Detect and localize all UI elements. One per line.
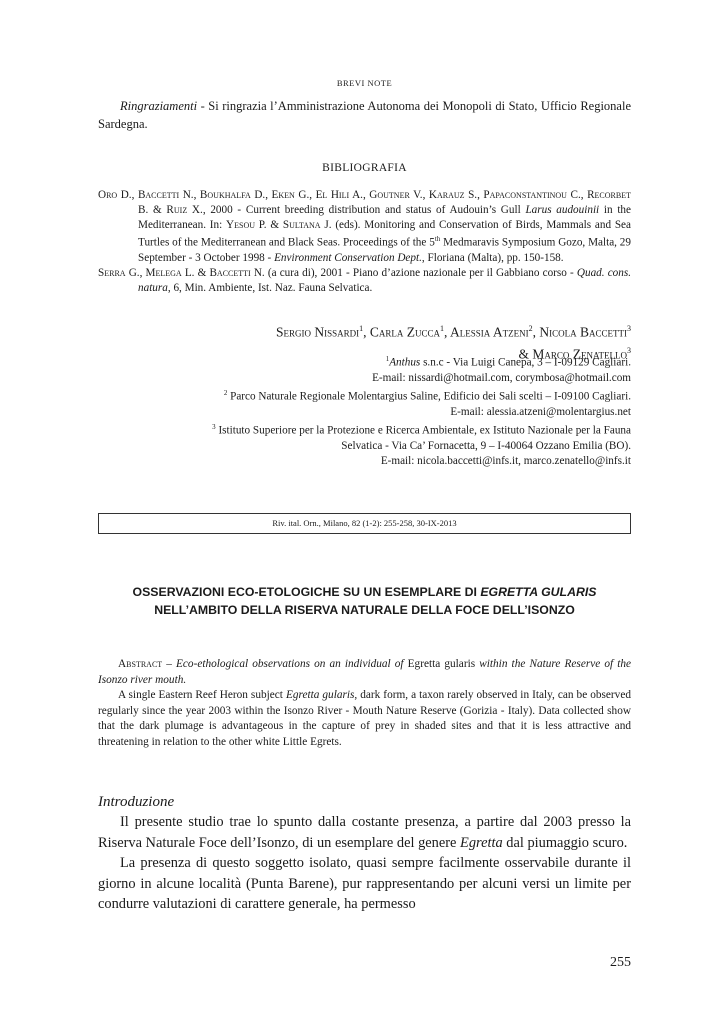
introduction-heading: Introduzione — [98, 794, 175, 810]
affiliation-mark: 2 — [223, 389, 228, 398]
reference-text: Medmaravis Symposium Gozo, Malta, 29 September - 3 October 1998 - — [138, 237, 631, 264]
acknowledgements — [98, 98, 631, 133]
author-name: Carla Zucca — [369, 324, 440, 340]
affiliation-3 — [98, 420, 631, 439]
author-line-1: Sergio Nissardi$^1$, Carla Zucca$^1$, Alessia Atzeni$^2$, Nicola Baccetti$^3$ — [275, 324, 631, 340]
article-title-line-2: NELL’AMBITO DELLA RISERVA NATURALE DELLA FOCE DELL’ISONZO — [154, 603, 575, 617]
reference-publisher: Environment Conservation Dept. — [274, 251, 422, 264]
abstract-title-paragraph — [98, 657, 631, 688]
reference-editors: Yesou P. & Sultana J. — [226, 218, 332, 231]
reference-oro-2000 — [98, 188, 631, 266]
reference-text: in the Mediterranean. In: — [138, 203, 631, 231]
acknowledgements-text: - Si ringrazia l’Amministrazione Autonoma dei Monopoli di Stato, Ufficio Regionale Sardegna. — [98, 99, 631, 131]
author-name: Nicola Baccetti — [539, 324, 627, 340]
abstract-dash: – — [162, 658, 177, 670]
reference-serra-2001 — [98, 266, 631, 296]
author-affiliation-mark: 3 — [627, 345, 631, 355]
author-affiliation-mark: 1 — [439, 324, 444, 333]
affiliation-1 — [98, 352, 631, 371]
article-title-species: EGRETTA GULARIS — [480, 585, 597, 599]
reference-text: , Floriana (Malta), pp. 150-158. — [421, 251, 564, 264]
reference-text: (a cura di), 2001 - Piano d’azione nazionale per il Gabbiano corso - — [264, 266, 577, 279]
introduction-genus: Egretta — [460, 834, 503, 851]
abstract-english-title: Eco-ethological observations on an individual of — [176, 658, 408, 670]
bibliography-title: BIBLIOGRAFIA — [322, 162, 407, 174]
page-number: 255 — [610, 955, 631, 970]
introduction-paragraph-1 — [98, 812, 631, 853]
abstract-text: , dark form, a taxon rarely observed in Italy, can be observed regularly since the year 2003 within the Isonzo River - Mouth Nature Reserve (Gorizia - Italy). Data collected show that the dark plumage is advantageous in the capture of prey in shaded sites and that it is less attractive and threatening in relation to the other white Little Egrets. — [98, 689, 631, 748]
author-affiliation-mark: 3 — [627, 324, 631, 333]
affiliation-mark: 3 — [212, 423, 216, 432]
author-name: & Marco Zenatello — [518, 346, 627, 361]
running-head: BREVI NOTE — [336, 78, 393, 88]
abstract-text: A single Eastern Reef Heron subject — [118, 689, 286, 702]
abstract — [98, 657, 631, 751]
affiliation-address: Parco Naturale Regionale Molentargius Saline, Edificio dei Sali scelti – I-09100 Cagliari. — [227, 390, 631, 403]
affiliation-3-email: E-mail: nicola.baccetti@infs.it, marco.zenatello@infs.it — [380, 455, 631, 468]
reference-list — [98, 188, 631, 295]
abstract-english-title: within the Nature Reserve of the Isonzo river mouth. — [98, 658, 632, 686]
abstract-body — [98, 688, 631, 750]
abstract-species: Egretta gularis — [285, 689, 355, 702]
affiliation-3-address-cont: Selvatica - Via Ca’ Fornacetta, 9 – I-40064 Ozzano Emilia (BO). — [341, 440, 631, 453]
reference-text: , 2000 - Current breeding distribution and status of Audouin’s Gull — [202, 203, 526, 216]
affiliation-address: s.n.c - Via Luigi Canepa, 3 – I-09129 Cagliari. — [420, 356, 631, 369]
affiliation-org: Anthus — [389, 356, 421, 369]
affiliation-2 — [98, 386, 631, 405]
reference-authors: Oro D., Baccetti N., Boukhalfa D., Eken G., El Hili A., Goutner V., Karauz S., Papaconstantinou C., Recorbet B. & Ruiz X. — [98, 189, 631, 216]
article-title — [98, 583, 631, 619]
author-name: Sergio Nissardi — [275, 324, 360, 340]
acknowledgements-label: Ringraziamenti — [120, 99, 198, 113]
journal-citation: Riv. ital. Orn., Milano, 82 (1-2): 255-258, 30-IX-2013 — [98, 513, 631, 534]
abstract-label: Abstract — [118, 658, 163, 670]
affiliations — [98, 352, 631, 470]
reference-text: , 6, Min. Ambiente, Ist. Naz. Fauna Selvatica. — [167, 281, 373, 294]
introduction-body — [98, 812, 631, 915]
author-affiliation-mark: 1 — [359, 324, 364, 333]
author-name: Alessia Atzeni — [450, 324, 529, 340]
reference-journal: Quad. cons. natura — [138, 266, 631, 294]
author-affiliation-mark: 2 — [528, 324, 533, 333]
reference-species: Larus audouinii — [525, 203, 600, 216]
introduction-paragraph-2: La presenza di questo soggetto isolato, quasi sempre facilmente osservabile durante il giorno in alcune località (Punta Barene), pur rappresentando per alcuni versi un limite per condurre valutazioni di carattere generale, ha permesso — [98, 855, 631, 912]
introduction-text: Il presente studio trae lo spunto dalla costante presenza, a partire dal 2003 presso la Riserva Naturale Foce dell’Isonzo, di un esemplare del genere — [98, 814, 631, 851]
abstract-species: Egretta gularis — [407, 658, 476, 670]
affiliation-1-email: E-mail: nissardi@hotmail.com, corymbosa@hotmail.com — [372, 371, 631, 384]
introduction-text: dal piumaggio scuro. — [502, 834, 628, 851]
article-title-text: OSSERVAZIONI ECO-ETOLOGICHE SU UN ESEMPLARE DI — [132, 585, 481, 599]
reference-authors: Serra G., Melega L. & Baccetti N. — [98, 266, 265, 279]
affiliation-mark: 1 — [385, 355, 390, 363]
affiliation-2-email: E-mail: alessia.atzeni@molentargius.net — [450, 406, 631, 419]
reference-text: (eds). Monitoring and Conservation of Birds, Mammals and Sea Turtles of the Mediterranean and Black Seas. Proceedings of the 5 — [138, 218, 631, 250]
reference-superscript: th — [434, 235, 441, 244]
affiliation-address: Istituto Superiore per la Protezione e Ricerca Ambientale, ex Istituto Nazionale per la Fauna — [215, 425, 631, 438]
article-title-line-1 — [98, 583, 631, 601]
